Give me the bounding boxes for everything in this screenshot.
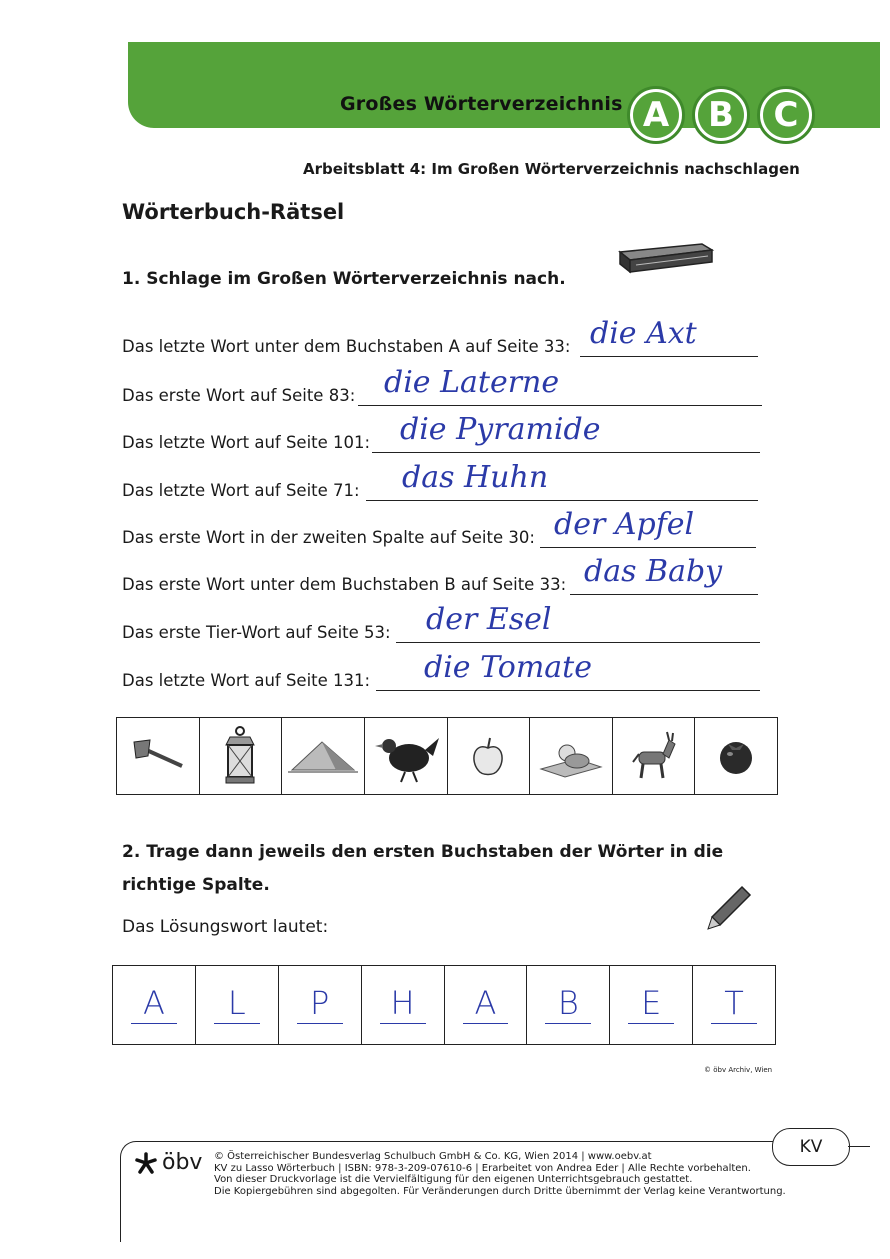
answer-line-3: [372, 452, 760, 453]
footer-line: Die Kopiergebühren sind abgegolten. Für Veränderungen durch Dritte übernimmt der Verlag keine Verantwortung.: [214, 1185, 786, 1197]
tomato-icon: [695, 718, 777, 794]
answer-line-5: [540, 547, 756, 548]
question-row-2: Das erste Wort auf Seite 83:: [122, 386, 356, 405]
page-title: Wörterbuch-Rätsel: [122, 200, 345, 224]
asterisk-icon: [134, 1151, 158, 1175]
kv-line: [848, 1146, 870, 1147]
solution-cell: A: [113, 966, 196, 1044]
answer-line-6: [570, 594, 758, 595]
answer-line-7: [396, 642, 760, 643]
book-icon: [612, 240, 716, 280]
question-row-6: Das erste Wort unter dem Buchstaben B auf Seite 33:: [122, 575, 567, 594]
task2-heading: 2. Trage dann jeweils den ersten Buchstaben der Wörter in die richtige Spalte.: [122, 842, 724, 895]
solution-table: [112, 965, 776, 1045]
answer-8: die Tomate: [424, 650, 592, 685]
answer-2: die Laterne: [384, 365, 560, 400]
footer-text: [214, 1151, 794, 1197]
footer-line: © Österreichischer Bundesverlag Schulbuch GmbH & Co. KG, Wien 2014 | www.oebv.at: [214, 1151, 652, 1162]
solution-cell: H: [362, 966, 445, 1044]
answer-line-2: [358, 405, 762, 406]
solution-label: Das Lösungswort lautet:: [122, 917, 329, 937]
answer-7: der Esel: [426, 602, 552, 637]
task1-heading: 1. Schlage im Großen Wörterverzeichnis nach.: [122, 269, 566, 289]
question-row-5: Das erste Wort in der zweiten Spalte auf Seite 30:: [122, 528, 535, 547]
logo-text: öbv: [162, 1150, 203, 1175]
question-row-7: Das erste Tier-Wort auf Seite 53:: [122, 623, 391, 642]
picture-table: [116, 717, 778, 795]
apple-icon: [448, 718, 531, 794]
pyramid-icon: [282, 718, 365, 794]
footer-line: KV zu Lasso Wörterbuch | ISBN: 978-3-209-07610-6 | Erarbeitet von Andrea Eder | Alle Rechte vorbehalten.: [214, 1162, 751, 1174]
solution-cell: E: [610, 966, 693, 1044]
solution-cell: B: [527, 966, 610, 1044]
answer-line-4: [366, 500, 758, 501]
question-row-1: Das letzte Wort unter dem Buchstaben A auf Seite 33:: [122, 337, 571, 356]
pencil-icon: [706, 883, 754, 935]
baby-icon: [530, 718, 613, 794]
answer-1: die Axt: [590, 316, 697, 351]
donkey-icon: [613, 718, 696, 794]
image-credit: © öbv Archiv, Wien: [704, 1066, 773, 1074]
answer-line-8: [376, 690, 760, 691]
lantern-icon: [200, 718, 283, 794]
kv-badge: KV: [772, 1128, 850, 1166]
letter-badge-b: B: [692, 86, 750, 144]
question-row-3: Das letzte Wort auf Seite 101:: [122, 433, 371, 452]
question-row-4: Das letzte Wort auf Seite 71:: [122, 481, 360, 500]
answer-5: der Apfel: [554, 507, 695, 542]
letter-badge-c: C: [757, 86, 815, 144]
footer-line: Von dieser Druckvorlage ist die Vervielfältigung für den eigenen Unterrichtsgebrauch gestattet.: [214, 1174, 693, 1185]
answer-line-1: [580, 356, 758, 357]
letter-badge-a: A: [627, 86, 685, 144]
answer-3: die Pyramide: [400, 412, 601, 447]
answer-4: das Huhn: [402, 460, 549, 495]
solution-cell: P: [279, 966, 362, 1044]
question-row-8: Das letzte Wort auf Seite 131:: [122, 671, 371, 690]
worksheet-subtitle: Arbeitsblatt 4: Im Großen Wörterverzeichnis nachschlagen: [303, 160, 800, 178]
solution-cell: A: [445, 966, 528, 1044]
banner-title: Großes Wörterverzeichnis: [340, 93, 623, 115]
answer-6: das Baby: [584, 554, 723, 589]
solution-cell: T: [693, 966, 775, 1044]
publisher-logo: [134, 1150, 202, 1175]
axe-icon: [117, 718, 200, 794]
hen-icon: [365, 718, 448, 794]
solution-cell: L: [196, 966, 279, 1044]
